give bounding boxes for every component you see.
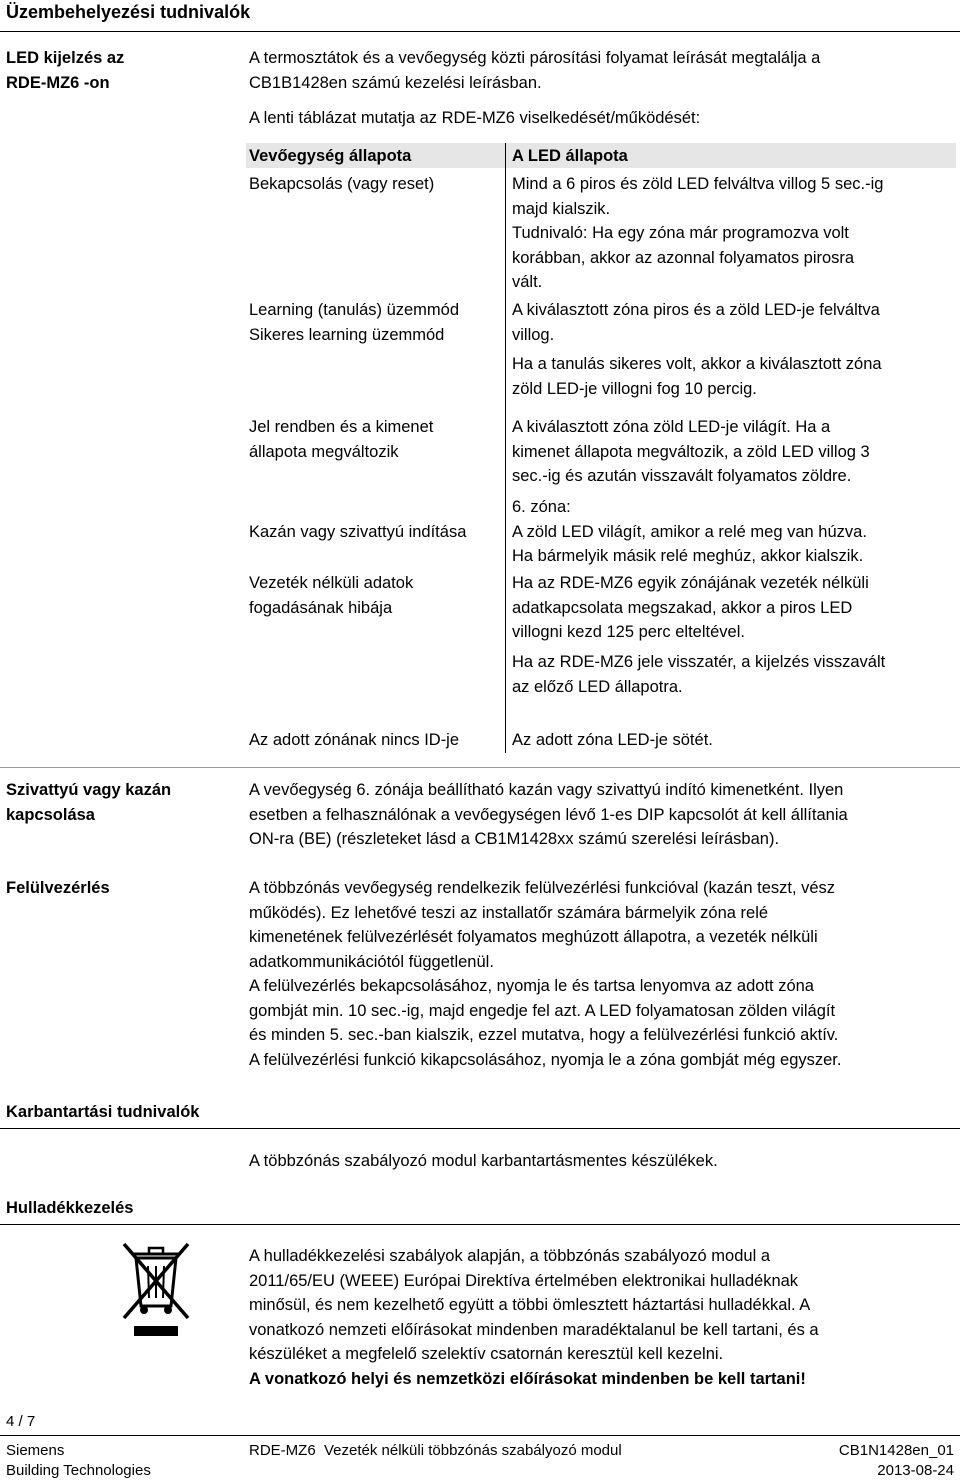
waste-text: A hulladékkezelési szabályok alapján, a többzónás szabályozó modul a 2011/65/EU (WEEE) Európai Direktíva értelmében elektronikai hulladéknak minősül, és nem kezelhető együtt a többi ömlesztett háztartási hulladékkal. A vonatkozó nemzeti előírásokat mindenben maradéktalanul be kell tartani, és a készüléket a megfelelő szelektív csatornán keresztül kell kezelni.	[249, 1247, 819, 1363]
maintenance-title: Karbantartási tudnivalók	[6, 1103, 200, 1121]
table-row-led-note: Tudnivaló: Ha egy zóna már programozva volt korábban, akkor az azonnal folyamatos pirosra vált.	[512, 224, 855, 291]
footer-company-line2: Building Technologies	[6, 1462, 151, 1479]
pump-section-label: Szivattyú vagy kazán kapcsolása	[6, 781, 172, 824]
table-column-divider	[505, 143, 506, 753]
table-row-led: 6. zóna: A zöld LED világít, amikor a relé meg van húzva. Ha bármelyik másik relé meghúz, akkor kialszik.	[512, 498, 867, 565]
footer-product: RDE-MZ6 Vezeték nélküli többzónás szabályozó modul	[249, 1442, 622, 1459]
weee-crossed-bin-icon	[118, 1238, 194, 1346]
header-divider	[0, 31, 960, 32]
waste-title: Hulladékkezelés	[6, 1199, 134, 1217]
table-row-led: Ha az RDE-MZ6 egyik zónájának vezeték nélküli adatkapcsolata megszakad, akkor a piros LED villogni kezd 125 perc elteltével.	[512, 574, 869, 641]
waste-warning: A vonatkozó helyi és nemzetközi előírásokat mindenben be kell tartani!	[249, 1370, 806, 1388]
section-divider	[0, 767, 960, 768]
table-intro: A lenti táblázat mutatja az RDE-MZ6 viselkedését/működését:	[249, 109, 701, 127]
table-row-led: A kiválasztott zóna piros és a zöld LED-je felváltva villog.	[512, 301, 880, 344]
table-row-state: Bekapcsolás (vagy reset)	[249, 175, 435, 193]
led-section-intro: A termosztátok és a vevőegység közti párosítási folyamat leírását megtalálja a CB1B1428en számú kezelési leírásban.	[249, 49, 821, 92]
table-row-state: Jel rendben és a kimenet állapota megváltozik	[249, 418, 434, 461]
table-row-state: Vezeték nélküli adatok fogadásának hibája	[249, 574, 414, 617]
pump-section-text: A vevőegység 6. zónája beállítható kazán vagy szivattyú indító kimenetként. Ilyen esetben a felhasználónak a vevőegységen lévő 1-es DIP kapcsolót át kell állítania ON-ra (BE) (részleteket lásd a CB1M1428xx számú szerelési leírásban).	[249, 781, 848, 848]
footer-company-line1: Siemens	[6, 1442, 65, 1459]
waste-divider	[0, 1224, 960, 1225]
page-title: Üzembehelyezési tudnivalók	[6, 2, 251, 22]
override-section-label: Felülvezérlés	[6, 879, 110, 897]
footer-doc-id: CB1N1428en_01	[838, 1442, 954, 1459]
table-row-state: Learning (tanulás) üzemmód Sikeres learning üzemmód	[249, 301, 460, 344]
table-header-col1: Vevőegység állapota	[249, 147, 412, 165]
page-number: 4 / 7	[6, 1413, 36, 1430]
maintenance-text: A többzónás szabályozó modul karbantartásmentes készülékek.	[249, 1152, 718, 1170]
table-header-col2: A LED állapota	[512, 147, 628, 165]
table-row-led: Mind a 6 piros és zöld LED felváltva villog 5 sec.-ig majd kialszik.	[512, 175, 884, 218]
table-row-led-note: Ha az RDE-MZ6 jele visszatér, a kijelzés visszavált az előző LED állapotra.	[512, 653, 886, 696]
footer-divider	[0, 1435, 960, 1436]
footer-date: 2013-08-24	[877, 1462, 954, 1479]
table-row-led: Az adott zóna LED-je sötét.	[512, 731, 713, 749]
table-row-state: Az adott zónának nincs ID-je	[249, 731, 460, 749]
maintenance-divider	[0, 1128, 960, 1129]
led-section-label: LED kijelzés az RDE-MZ6 -on	[6, 49, 125, 92]
table-row-state: Kazán vagy szivattyú indítása	[249, 523, 467, 541]
override-section-text: A többzónás vevőegység rendelkezik felülvezérlési funkcióval (kazán teszt, vész működés). Ez lehetővé teszi az installatőr számára bármelyik zóna relé kimenetének felülvezérlését folyamatos meghúzott állapotra, a vezeték nélküli adatkommunikációtól függetlenül. A felülvezérlés bekapcsolásához, nyomja le és tartsa lenyomva az adott zóna gombját min. 10 sec.-ig, majd engedje fel azt. A LED folyamatosan zölden világít és minden 5. sec.-ban kialszik, ezzel mutatva, hogy a felülvezérlési funkció aktív. A felülvezérlési funkció kikapcsolásához, nyomja le a zóna gombját még egyszer.	[249, 879, 842, 1069]
table-row-led: A kiválasztott zóna zöld LED-je világít. Ha a kimenet állapota megváltozik, a zöld LED villog 3 sec.-ig és azután visszavált folyamatos zöldre.	[512, 418, 870, 485]
table-row-led-note: Ha a tanulás sikeres volt, akkor a kiválasztott zóna zöld LED-je villogni fog 10 percig.	[512, 355, 882, 398]
